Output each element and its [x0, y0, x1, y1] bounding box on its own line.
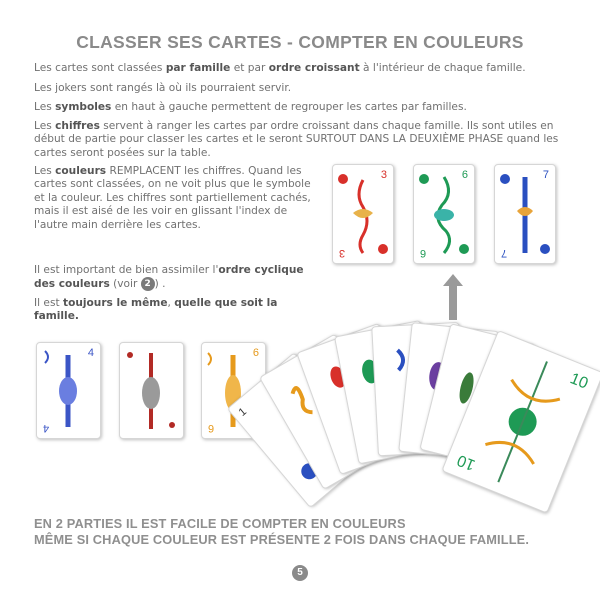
- paragraph-symboles: Les symboles en haut à gauche permettent de regrouper les cartes par familles.: [34, 101, 467, 113]
- card-number: 10: [567, 370, 591, 393]
- card-number: 7: [542, 169, 549, 181]
- card-number-inverted: 6: [208, 422, 215, 434]
- paragraph-toujours-meme: Il est toujours le même, quelle que soit la famille.: [34, 297, 278, 323]
- paragraph-couleurs: Les couleurs REMPLACENT les chiffres. Quand les cartes sont classées, on ne voit plus que le symbole et la couleur. Les chiffres sont partiellement cachés, mais il est aisé de les voir en glissant l'index de l'autre main derrière les cartes.: [34, 165, 311, 231]
- page-number: 5: [292, 565, 308, 581]
- page-title: CLASSER SES CARTES - COMPTER EN COULEURS: [76, 32, 524, 52]
- card-number: 1: [236, 405, 249, 419]
- paragraph-classement: Les cartes sont classées par famille et par ordre croissant à l'intérieur de chaque famille.: [34, 62, 526, 74]
- card-number-inverted: 4: [43, 422, 50, 434]
- reference-number-badge: 2: [141, 277, 155, 291]
- paragraph-chiffres: Les chiffres servent à ranger les cartes par ordre croissant dans chaque famille. Ils sont utiles en début de partie pour classer les cartes et le seront SURTOUT DANS LA DEUXIÈME PHASE quand les cartes seront posées sur la table.: [34, 120, 559, 159]
- bottom-line-2: MÊME SI CHAQUE COULEUR EST PRÉSENTE 2 FOIS DANS CHAQUE FAMILLE.: [34, 532, 530, 547]
- card-number-inverted: 6: [420, 247, 427, 259]
- card-number: 3: [380, 169, 387, 181]
- paragraph-jokers: Les jokers sont rangés là où ils pourraient servir.: [34, 82, 292, 94]
- bottom-heading: [34, 516, 529, 548]
- card-number-inverted: 10: [454, 450, 478, 474]
- card-number: 4: [87, 347, 94, 359]
- card-number-inverted: 7: [501, 247, 508, 259]
- bottom-line-1: EN 2 PARTIES IL EST FACILE DE COMPTER EN COULEURS: [34, 516, 406, 531]
- card-number: 6: [461, 169, 468, 181]
- card-number-inverted: 3: [339, 247, 346, 259]
- paragraph-ordre-cyclique: Il est important de bien assimiler l'ordre cyclique des couleurs (voir 2 ) .: [34, 264, 304, 291]
- card-number: 6: [252, 347, 259, 359]
